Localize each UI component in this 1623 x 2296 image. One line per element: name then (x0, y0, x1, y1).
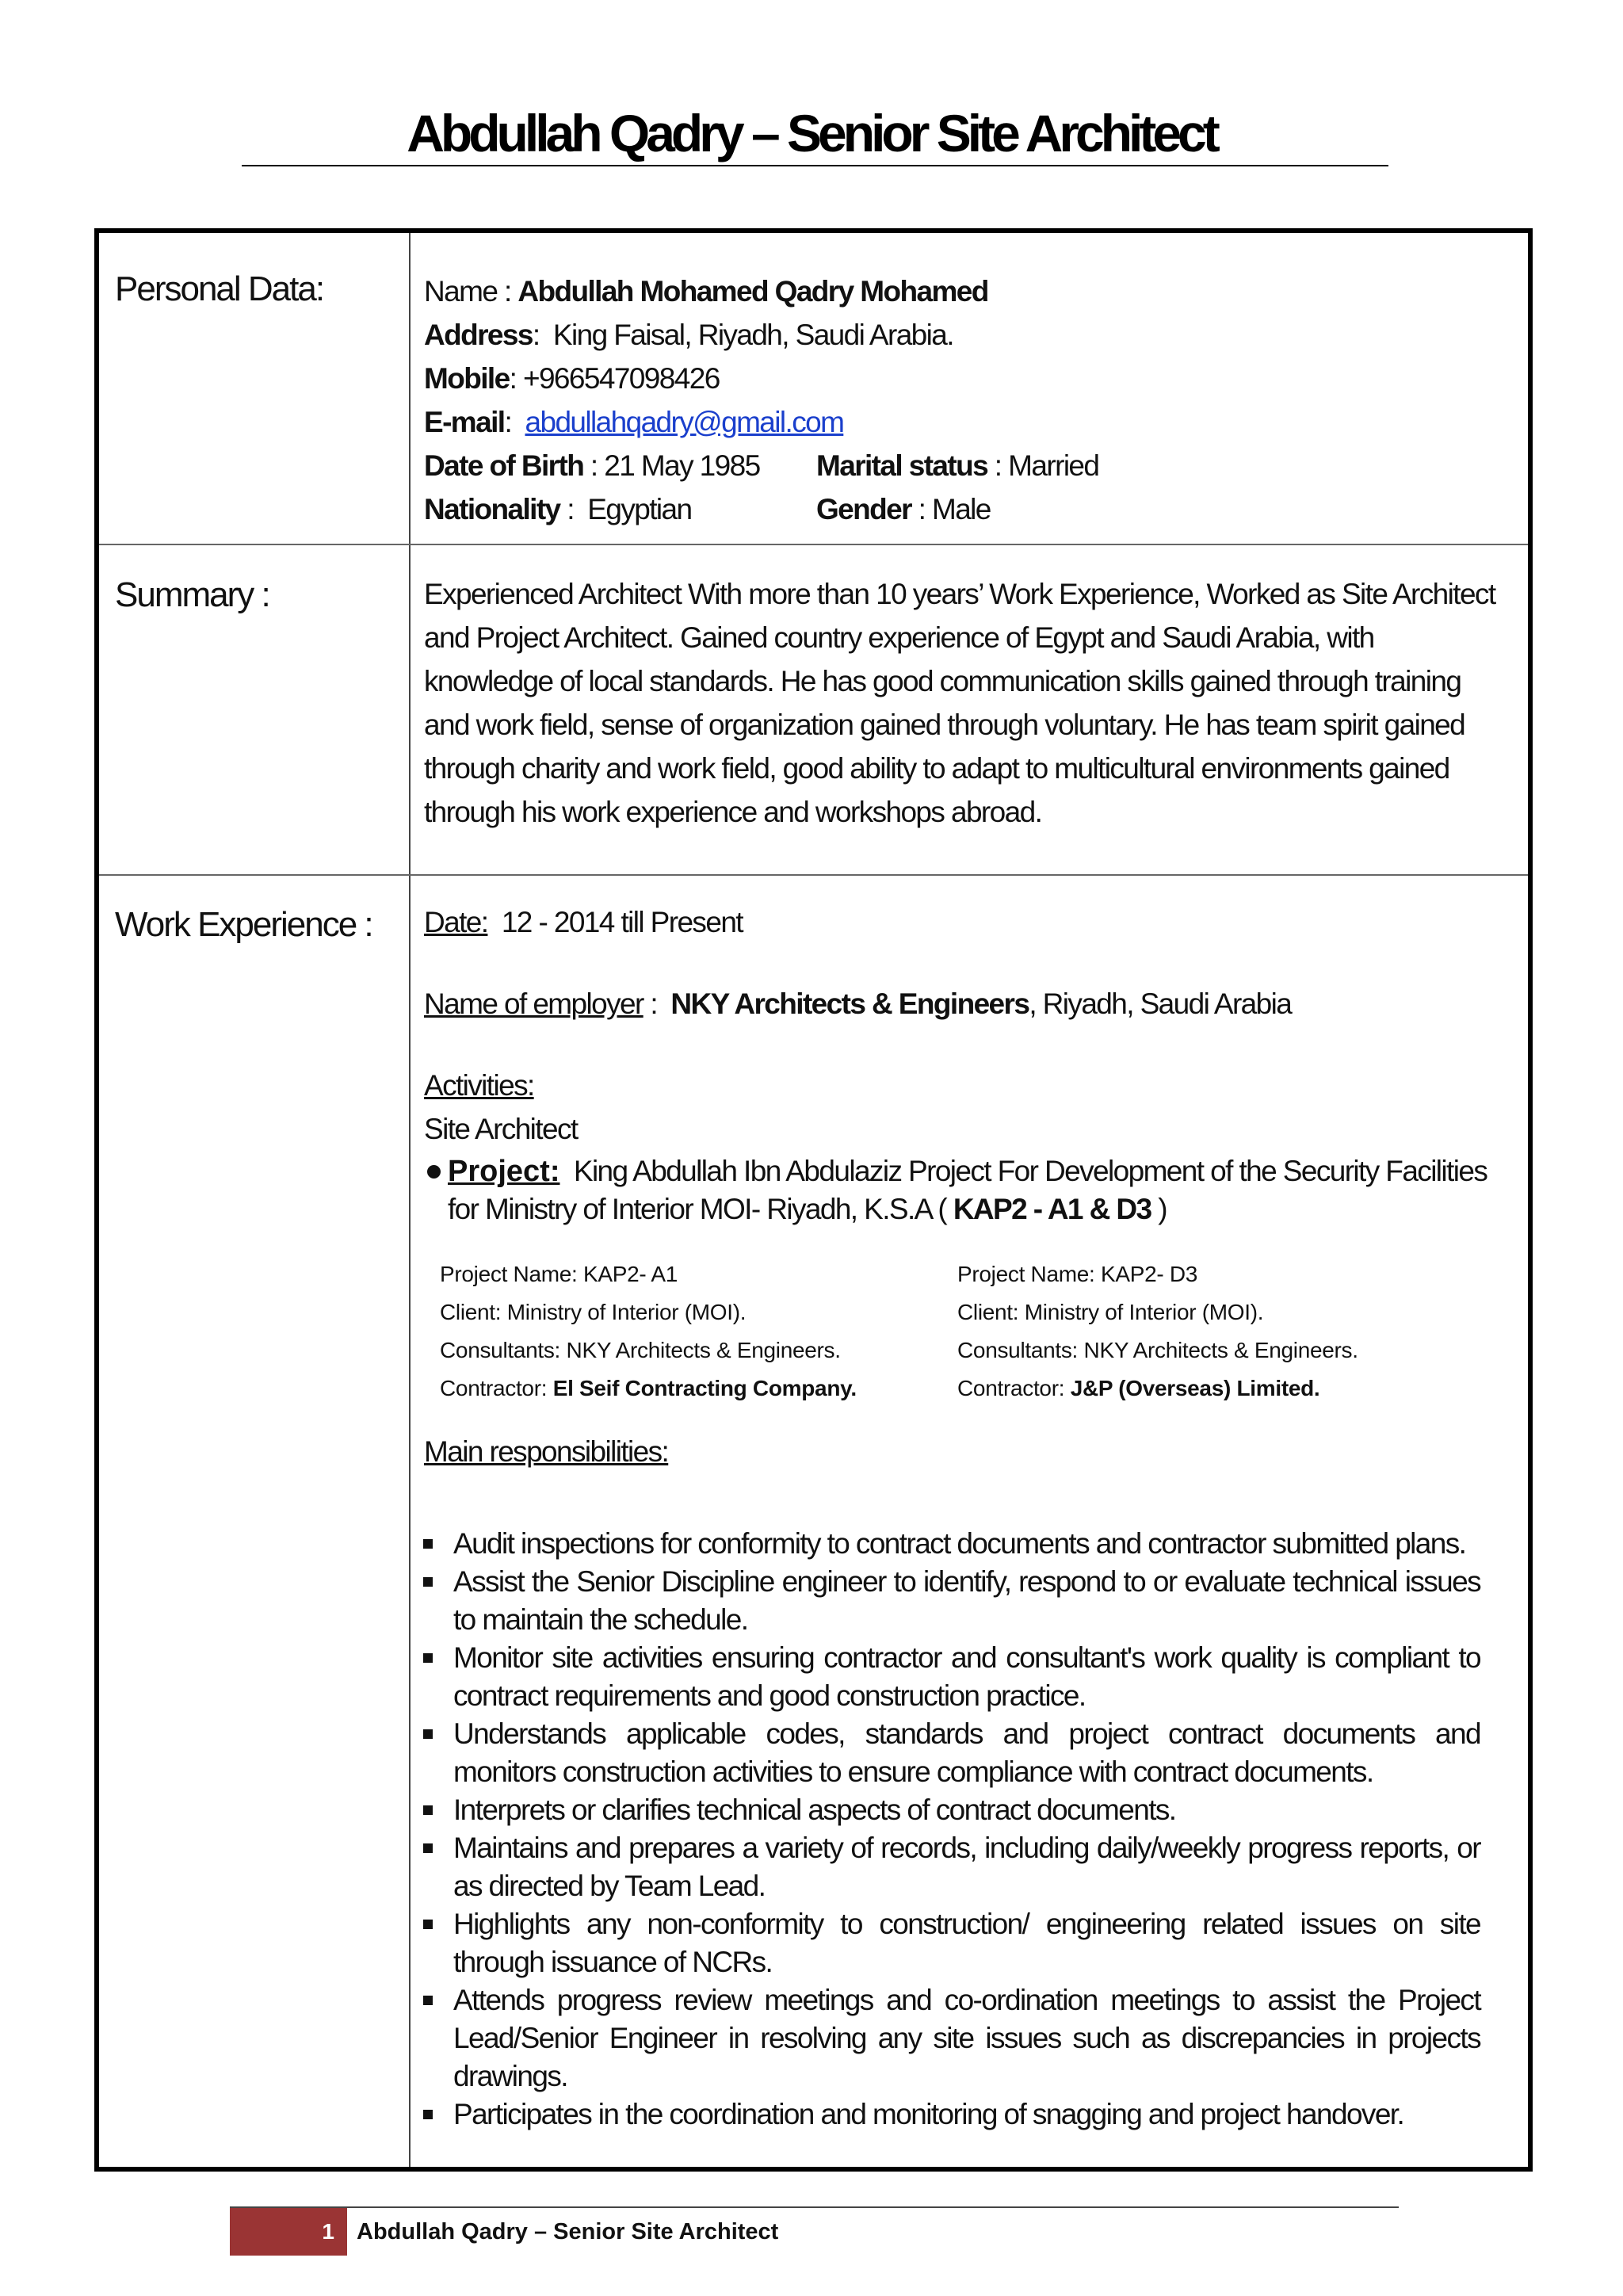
project-desc-1: King Abdullah Ibn Abdulaziz Project For Development of the Security Facilities (573, 1155, 1487, 1187)
address-value: King Faisal, Riyadh, Saudi Arabia. (552, 319, 953, 351)
bullet-square-icon (423, 1539, 433, 1549)
date-value: 12 - 2014 till Present (501, 906, 743, 938)
address-label: Address (424, 319, 533, 351)
row-divider (99, 544, 1528, 545)
project-consultants: Consultants: NKY Architects & Engineers. (957, 1338, 1358, 1362)
responsibilities-label: Main responsibilities: (424, 1435, 669, 1468)
gender-value: Male (931, 493, 991, 525)
activities-label-row (424, 1064, 1510, 1107)
project-details (440, 1255, 1549, 1414)
employer-row: Name of employer : NKY Architects & Engineers, Riyadh, Saudi Arabia (424, 988, 1292, 1020)
project-item (424, 1152, 1510, 1228)
list-item: Monitor site activities ensuring contractor and consultant's work quality is compliant to contract requirements and good construction practice. (420, 1639, 1480, 1715)
title-underline (242, 165, 1388, 166)
bullet-square-icon (423, 1805, 433, 1815)
summary-line: through his work experience and workshops abroad. (424, 796, 1042, 828)
mobile-value: +966547098426 (522, 362, 720, 395)
date-row (424, 900, 1510, 944)
gender-label: Gender (816, 493, 911, 525)
personal-data-label: Personal Data: (115, 269, 324, 308)
bullet-square-icon (423, 1653, 433, 1663)
summary-line: knowledge of local standards. He has good communication skills gained through training (424, 665, 1461, 697)
project-name: Project Name: KAP2- A1 (440, 1262, 678, 1286)
bullet-square-icon (423, 1996, 433, 2005)
marital-label: Marital status (816, 449, 988, 482)
name-value: Abdullah Mohamed Qadry Mohamed (517, 275, 988, 308)
responsibilities-content (420, 1525, 1480, 2134)
list-item: Highlights any non-conformity to construction/ engineering related issues on site through issuance of NCRs. (420, 1905, 1480, 1981)
summary-line: and Project Architect. Gained country experience of Egypt and Saudi Arabia, with (424, 621, 1374, 654)
dob-label: Date of Birth (424, 449, 584, 482)
row-divider (99, 874, 1528, 876)
list-item: Audit inspections for conformity to contract documents and contractor submitted plans. (420, 1525, 1480, 1563)
footer-text: Abdullah Qadry – Senior Site Architect (357, 2219, 779, 2244)
list-item: Maintains and prepares a variety of records, including daily/weekly progress reports, or as directed by Team Lead. (420, 1829, 1480, 1905)
summary-line: and work field, sense of organization gained through voluntary. He has team spirit gained (424, 709, 1465, 741)
list-item: Participates in the coordination and monitoring of snagging and project handover. (420, 2095, 1480, 2134)
name-row: Name : Abdullah Mohamed Qadry Mohamed (424, 275, 988, 308)
email-link[interactable]: abdullahqadry@gmail.com (525, 406, 844, 438)
employer-name: NKY Architects & Engineers (670, 988, 1029, 1020)
dob-marital-row: Date of Birth : 21 May 1985 Marital status : Married (424, 449, 1099, 482)
list-item: Interprets or clarifies technical aspects of contract documents. (420, 1791, 1480, 1829)
personal-data-content (424, 269, 1510, 531)
role: Site Architect (424, 1113, 578, 1145)
bullet-square-icon (423, 1577, 433, 1587)
dob-value: 21 May 1985 (604, 449, 760, 482)
marital-value: Married (1008, 449, 1099, 482)
project-desc-2: for Ministry of Interior MOI- Riyadh, K.S.A ( (448, 1193, 947, 1225)
nationality-gender-row: Nationality : Egyptian Gender : Male (424, 493, 991, 525)
employer-label: Name of employer (424, 988, 643, 1020)
responsibilities-heading-row (424, 1430, 1510, 1473)
bullet-square-icon (423, 1920, 433, 1929)
column-divider (409, 233, 411, 2167)
email-row: E-mail: abdullahqadry@gmail.com (424, 406, 844, 438)
email-label: E-mail (424, 406, 505, 438)
list-item: Understands applicable codes, standards and project contract documents and monitors construction activities to ensure compliance with contract documents. (420, 1715, 1480, 1791)
project-contractor-value: El Seif Contracting Company. (552, 1376, 857, 1400)
page-title: Abdullah Qadry – Senior Site Architect (407, 104, 1216, 162)
project-column-d3 (957, 1255, 1358, 1408)
bullet-square-icon (423, 1729, 433, 1739)
cv-table (94, 228, 1533, 2172)
page-number: 1 (230, 2208, 347, 2256)
mobile-label: Mobile (424, 362, 510, 395)
responsibilities-list (420, 1525, 1480, 2134)
bullet-square-icon (423, 1843, 433, 1853)
date-label: Date: (424, 906, 488, 938)
project-contractor-label: Contractor: (440, 1376, 553, 1400)
work-experience-label: Work Experience : (115, 905, 372, 944)
project-column-a1 (440, 1255, 857, 1408)
project-client: Client: Ministry of Interior (MOI). (440, 1300, 747, 1324)
project-name: Project Name: KAP2- D3 (957, 1262, 1198, 1286)
summary-content (424, 572, 1510, 834)
bullet-square-icon (423, 2110, 433, 2119)
summary-label: Summary : (115, 575, 269, 614)
nationality-label: Nationality (424, 493, 560, 525)
project-consultants: Consultants: NKY Architects & Engineers. (440, 1338, 841, 1362)
summary-line: through charity and work field, good ability to adapt to multicultural environments gained (424, 752, 1449, 785)
bullet-dot-icon (427, 1165, 441, 1179)
address-row: Address: King Faisal, Riyadh, Saudi Arabia. (424, 319, 953, 351)
project-code: KAP2 - A1 & D3 (953, 1193, 1151, 1225)
project-close: ) (1158, 1193, 1167, 1225)
employer-location: , Riyadh, Saudi Arabia (1029, 988, 1292, 1020)
project-label: Project: (448, 1155, 560, 1188)
list-item: Attends progress review meetings and co-ordination meetings to assist the Project Lead/Senior Engineer in resolving any site issues such as discrepancies in projects drawings. (420, 1981, 1480, 2095)
list-item: Assist the Senior Discipline engineer to identify, respond to or evaluate technical issues to maintain the schedule. (420, 1563, 1480, 1639)
project-contractor-value: J&P (Overseas) Limited. (1070, 1376, 1320, 1400)
nationality-value: Egyptian (587, 493, 692, 525)
project-client: Client: Ministry of Interior (MOI). (957, 1300, 1264, 1324)
project-contractor-label: Contractor: (957, 1376, 1071, 1400)
summary-line: Experienced Architect With more than 10 years’ Work Experience, Worked as Site Architect (424, 578, 1495, 610)
activities-label: Activities: (424, 1069, 534, 1102)
work-experience-content (424, 900, 1510, 1228)
mobile-row: Mobile: +966547098426 (424, 362, 720, 395)
name-label: Name (424, 275, 498, 308)
